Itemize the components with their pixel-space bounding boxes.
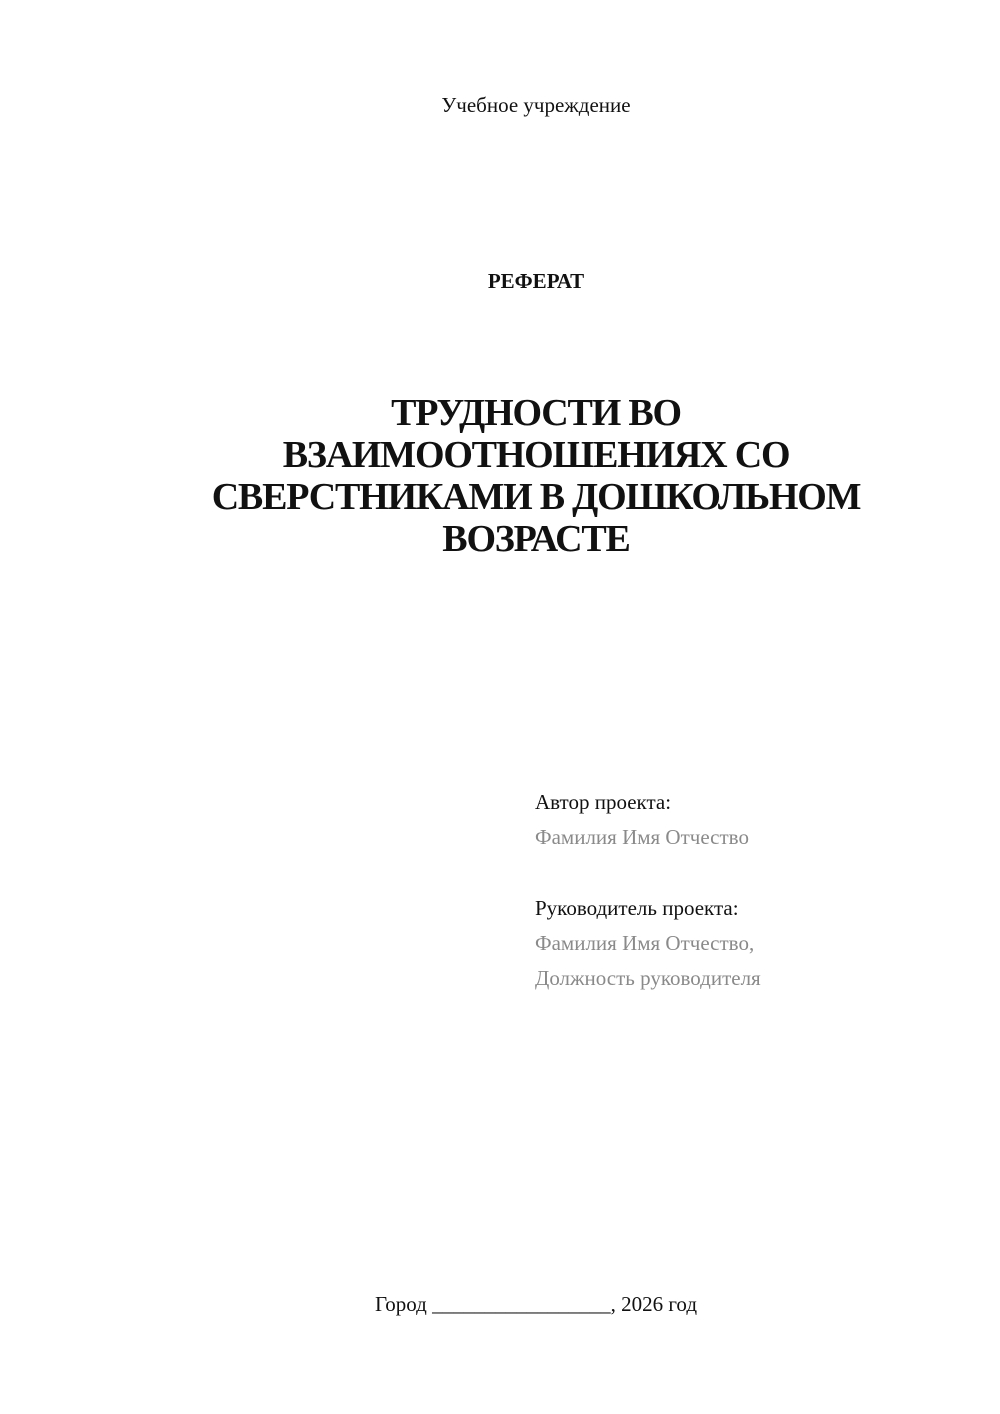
title-line: ВЗАИМООТНОШЕНИЯХ СО [282,434,790,476]
title-line: СВЕРСТНИКАМИ В ДОШКОЛЬНОМ [211,476,861,518]
document-type: РЕФЕРАТ [487,269,585,293]
title-line: ТРУДНОСТИ ВО [391,392,681,434]
institution: Учебное учреждение [441,93,631,117]
author-name: Фамилия Имя Отчество [535,825,749,849]
supervisor-label: Руководитель проекта: [535,896,739,920]
supervisor-position: Должность руководителя [535,966,761,990]
city-year: Город _________________, 2026 год [374,1292,698,1316]
document-title [100,392,972,560]
title-line: ВОЗРАСТЕ [442,518,630,560]
supervisor-block [535,891,761,996]
author-block [535,785,749,855]
author-label: Автор проекта: [535,790,672,814]
supervisor-name: Фамилия Имя Отчество, [535,931,755,955]
